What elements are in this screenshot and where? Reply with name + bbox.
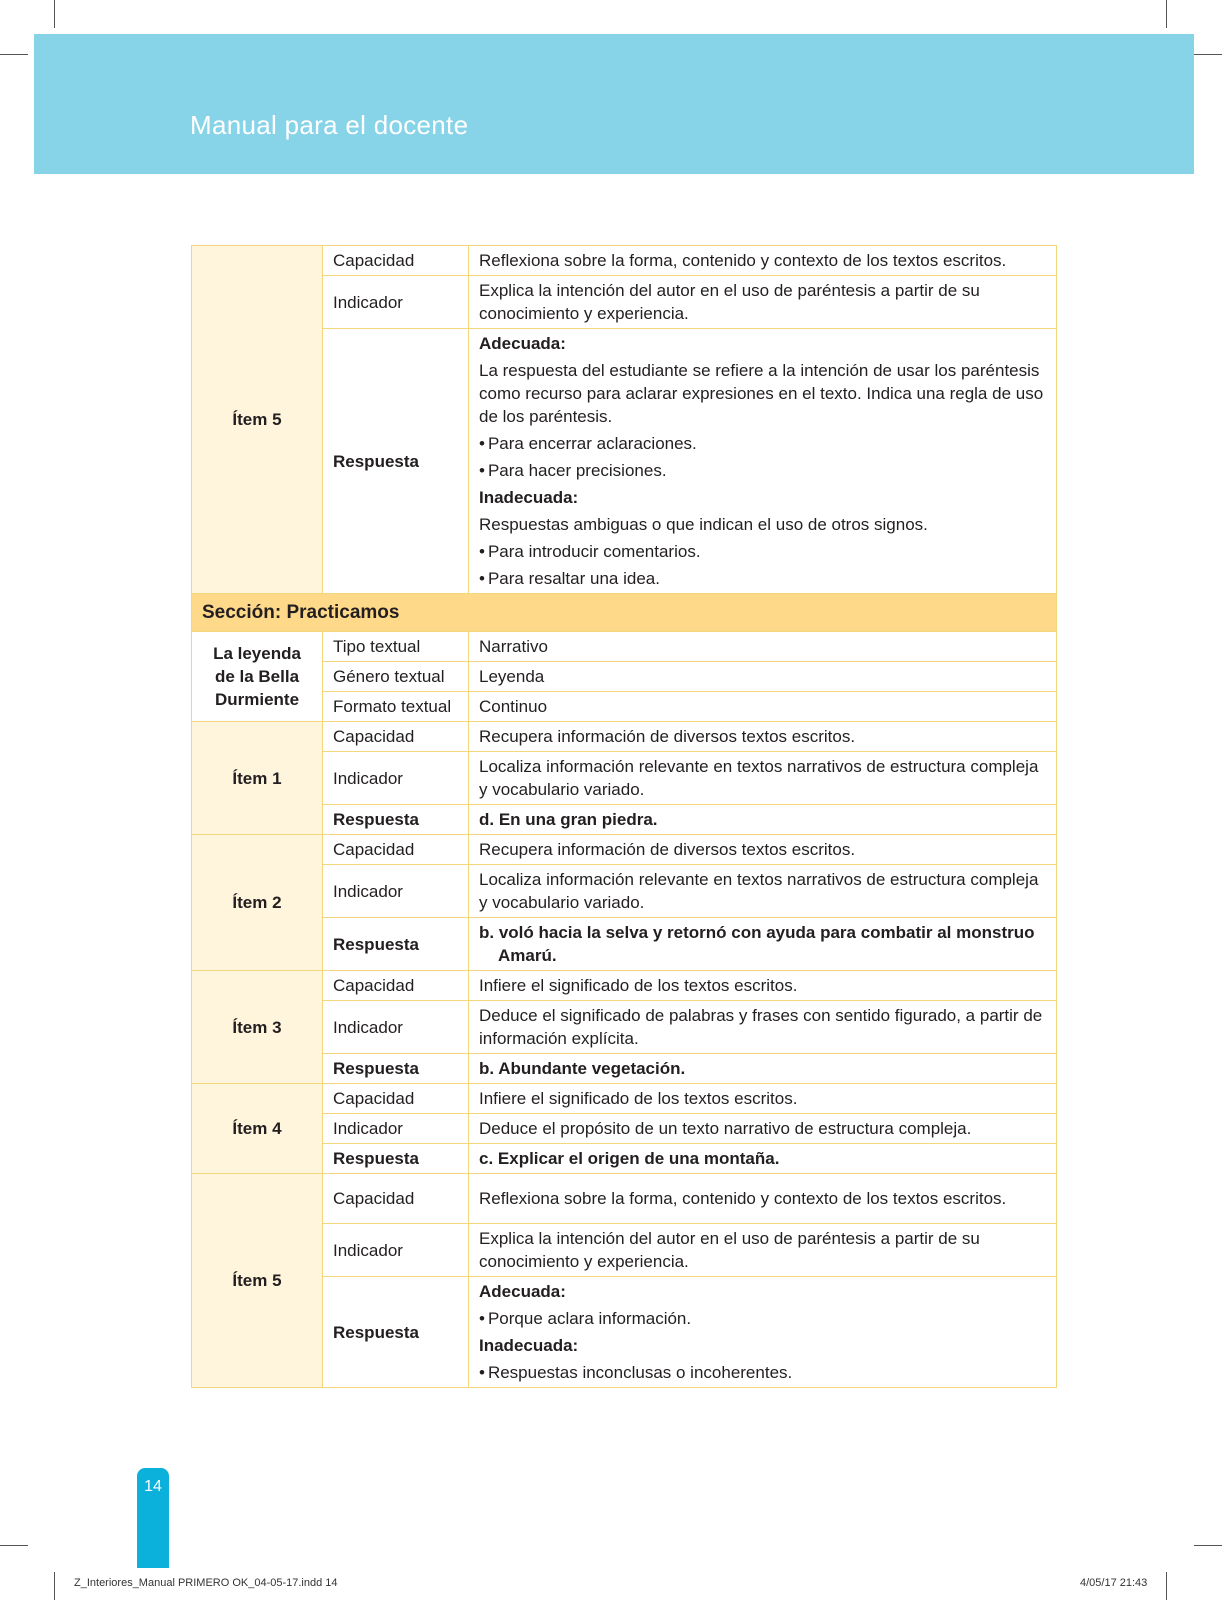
field-value: Deduce el significado de palabras y frases con sentido figurado, a partir de información explícita.	[469, 1001, 1057, 1054]
field-label: Capacidad	[323, 971, 469, 1001]
field-label: Indicador	[323, 1001, 469, 1054]
section-title: Sección: Practicamos	[192, 594, 1057, 632]
reading-title	[192, 632, 323, 722]
field-label: Respuesta	[323, 1144, 469, 1174]
field-label: Formato textual	[323, 692, 469, 722]
field-label: Indicador	[323, 1224, 469, 1277]
adecuada-label: Adecuada:	[479, 334, 566, 353]
crop-mark	[54, 0, 55, 28]
assessment-table	[191, 245, 1057, 1388]
field-label: Capacidad	[323, 246, 469, 276]
table-row	[192, 722, 1057, 752]
table-row	[192, 835, 1057, 865]
reading-title-line: Durmiente	[214, 690, 300, 709]
field-label: Capacidad	[323, 1174, 469, 1224]
bullet-item: • Para resaltar una idea.	[479, 567, 1046, 590]
table-row	[192, 1084, 1057, 1114]
field-label: Indicador	[323, 1114, 469, 1144]
field-label: Tipo textual	[323, 632, 469, 662]
answer-block	[469, 329, 1057, 594]
field-value: Explica la intención del autor en el uso de paréntesis a partir de su conocimiento y experiencia.	[469, 1224, 1057, 1277]
page-number: 14	[144, 1478, 162, 1495]
table-row	[192, 971, 1057, 1001]
field-label: Indicador	[323, 865, 469, 918]
answer-value: b. Abundante vegetación.	[469, 1054, 1057, 1084]
field-label: Respuesta	[323, 1277, 469, 1388]
item-label: Ítem 5	[192, 246, 323, 594]
footer-file-info: Z_Interiores_Manual PRIMERO OK_04-05-17.indd 14	[74, 1577, 338, 1589]
header-band	[34, 34, 1194, 174]
footer-date-info: 4/05/17 21:43	[1080, 1577, 1148, 1589]
field-value: Localiza información relevante en textos narrativos de estructura compleja y vocabulario variado.	[469, 865, 1057, 918]
crop-mark	[1194, 54, 1222, 55]
answer-text: b. voló hacia la selva y retornó con ayuda para combatir al monstruo Amarú.	[479, 923, 1035, 965]
field-value: Leyenda	[469, 662, 1057, 692]
answer-value: d. En una gran piedra.	[469, 805, 1057, 835]
bullet-item: • Para encerrar aclaraciones.	[479, 432, 1046, 455]
field-label: Respuesta	[323, 1054, 469, 1084]
field-label: Género textual	[323, 662, 469, 692]
table-row	[192, 632, 1057, 662]
answer-value	[469, 918, 1057, 971]
field-label: Respuesta	[323, 918, 469, 971]
field-value: Deduce el propósito de un texto narrativo de estructura compleja.	[469, 1114, 1057, 1144]
field-value: Continuo	[469, 692, 1057, 722]
item-label: Ítem 5	[192, 1174, 323, 1388]
crop-mark	[1166, 0, 1167, 28]
field-label: Capacidad	[323, 722, 469, 752]
crop-mark	[54, 1572, 55, 1600]
field-label: Respuesta	[323, 329, 469, 594]
inadecuada-label: Inadecuada:	[479, 488, 579, 507]
reading-title-line: La leyenda	[213, 644, 301, 663]
field-value: Infiere el significado de los textos escritos.	[469, 971, 1057, 1001]
adecuada-text: La respuesta del estudiante se refiere a la intención de usar los paréntesis como recurso para aclarar expresiones en el texto. Indica una regla de uso de los paréntesis.	[479, 361, 1044, 426]
crop-mark	[1194, 1545, 1222, 1546]
table-row	[192, 1174, 1057, 1224]
crop-mark	[0, 1545, 28, 1546]
item-label: Ítem 2	[192, 835, 323, 971]
field-value: Reflexiona sobre la forma, contenido y contexto de los textos escritos.	[469, 246, 1057, 276]
crop-mark	[1166, 1572, 1167, 1600]
answer-value: c. Explicar el origen de una montaña.	[469, 1144, 1057, 1174]
field-value: Localiza información relevante en textos narrativos de estructura compleja y vocabulario variado.	[469, 752, 1057, 805]
field-label: Indicador	[323, 276, 469, 329]
reading-title-line: de la Bella	[214, 667, 300, 686]
inadecuada-text: Respuestas ambiguas o que indican el uso de otros signos.	[479, 515, 928, 534]
item-label: Ítem 3	[192, 971, 323, 1084]
table-row	[192, 246, 1057, 276]
inadecuada-label: Inadecuada:	[479, 1336, 579, 1355]
field-value: Explica la intención del autor en el uso de paréntesis a partir de su conocimiento y experiencia.	[469, 276, 1057, 329]
field-value: Infiere el significado de los textos escritos.	[469, 1084, 1057, 1114]
item-label: Ítem 1	[192, 722, 323, 835]
bullet-item: • Respuestas inconclusas o incoherentes.	[479, 1361, 1046, 1384]
crop-mark	[0, 54, 28, 55]
field-label: Respuesta	[323, 805, 469, 835]
answer-block	[469, 1277, 1057, 1388]
field-value: Reflexiona sobre la forma, contenido y contexto de los textos escritos.	[469, 1174, 1057, 1224]
field-label: Capacidad	[323, 1084, 469, 1114]
field-value: Recupera información de diversos textos escritos.	[469, 835, 1057, 865]
bullet-item: • Porque aclara información.	[479, 1307, 1046, 1330]
field-value: Narrativo	[469, 632, 1057, 662]
page-title: Manual para el docente	[190, 110, 469, 140]
field-value: Recupera información de diversos textos escritos.	[469, 722, 1057, 752]
section-row	[192, 594, 1057, 632]
bullet-item: • Para hacer precisiones.	[479, 459, 1046, 482]
field-label: Capacidad	[323, 835, 469, 865]
item-label: Ítem 4	[192, 1084, 323, 1174]
field-label: Indicador	[323, 752, 469, 805]
adecuada-label: Adecuada:	[479, 1282, 566, 1301]
bullet-item: • Para introducir comentarios.	[479, 540, 1046, 563]
page-number-tab	[137, 1468, 169, 1568]
